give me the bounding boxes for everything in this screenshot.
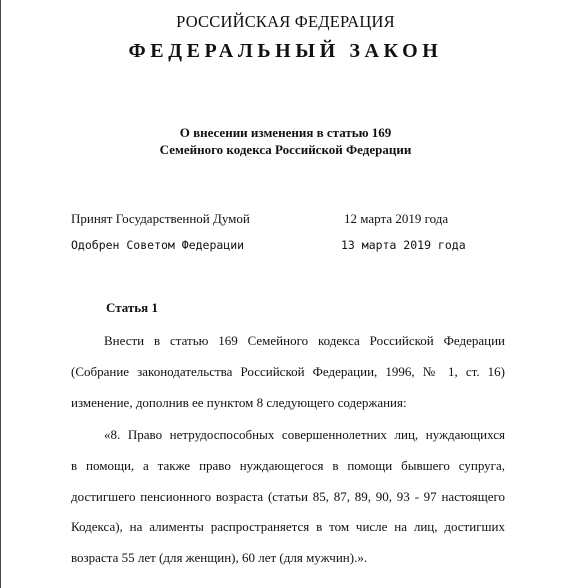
law-title-line-2: Семейного кодекса Российской Федерации bbox=[159, 142, 412, 157]
adopted-by-duma-label: Принят Государственной Думой bbox=[71, 211, 250, 226]
article-text-line: Кодекса), на алименты распространяется в том числе на лиц, достигших bbox=[71, 519, 505, 534]
article-text-line: возраста 55 лет (для женщин), 60 лет (для мужчин).». bbox=[71, 550, 368, 565]
approved-by-council-date: 13 марта 2019 года bbox=[341, 238, 466, 252]
article-text-line: изменение, дополнив ее пунктом 8 следующего содержания: bbox=[71, 395, 407, 410]
article-text-line: в помощи, а также право нуждающегося в помощи бывшего супруга, bbox=[71, 458, 505, 473]
page-left-border bbox=[0, 0, 1, 588]
article-text-line: Внести в статью 169 Семейного кодекса Российской Федерации bbox=[104, 333, 505, 348]
country-heading: РОССИЙСКАЯ ФЕДЕРАЦИЯ bbox=[176, 12, 395, 31]
law-title-line-1: О внесении изменения в статью 169 bbox=[179, 125, 392, 140]
article-text-line: достигшего пенсионного возраста (статьи 85, 87, 89, 90, 93 - 97 настоящего bbox=[71, 489, 505, 504]
article-text-line: (Собрание законодательства Российской Федерации, 1996, № 1, ст. 16) bbox=[71, 364, 505, 379]
document-type-heading: ФЕДЕРАЛЬНЫЙ ЗАКОН bbox=[128, 40, 443, 62]
article-text-line: «8. Право нетрудоспособных совершеннолетних лиц, нуждающихся bbox=[104, 427, 505, 442]
adopted-by-duma-date: 12 марта 2019 года bbox=[344, 211, 449, 226]
approved-by-council-label: Одобрен Советом Федерации bbox=[71, 238, 245, 252]
article-heading: Статья 1 bbox=[106, 300, 158, 315]
